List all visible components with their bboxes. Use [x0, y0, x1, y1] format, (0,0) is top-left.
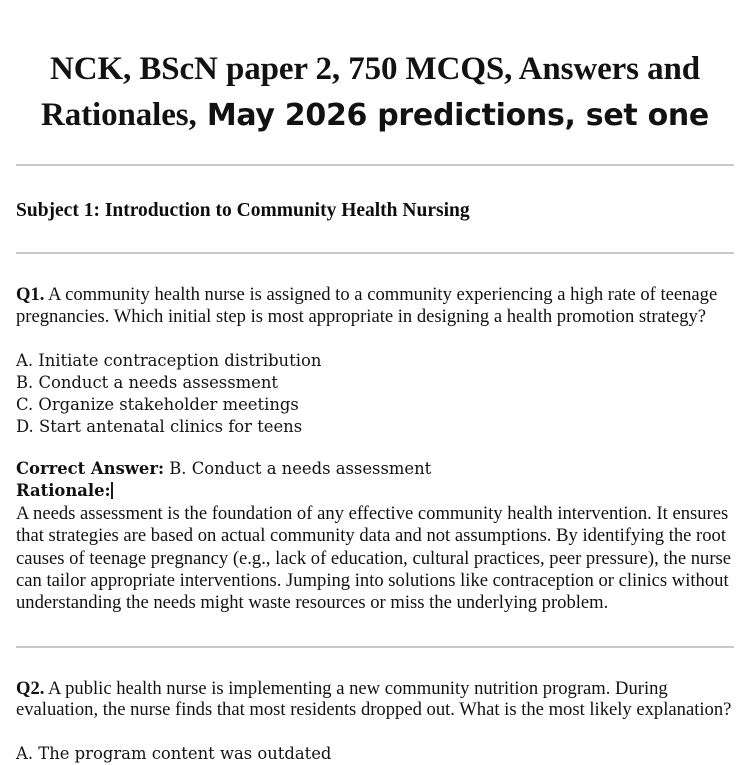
- options-list-q1: [16, 328, 734, 438]
- options-list-q2: [16, 721, 734, 765]
- page-title: [16, 0, 734, 138]
- option-item-q1-d[interactable]: D. Start antenatal clinics for teens: [16, 416, 303, 436]
- page-title-line-1: NCK, BScN paper 2, 750 MCQS, Answers and: [50, 51, 700, 87]
- question-stem-text-q1: A community health nurse is assigned to a community experiencing a high rate of teenage pregnancies. Which initial step is most appropriate in designing a health promotion strategy?: [16, 284, 718, 328]
- page-title-line-2-sans: May 2026 predictions, set one: [196, 97, 709, 133]
- correct-answer-value-q1: B. Conduct a needs assessment: [164, 459, 432, 479]
- question-block-q1: [16, 254, 734, 614]
- option-item-q1-a[interactable]: A. Initiate contraception distribution: [16, 350, 322, 370]
- question-stem-q2: [16, 648, 734, 722]
- question-stem-q1: [16, 254, 734, 328]
- rationale-label-line-q1[interactable]: [16, 480, 734, 502]
- question-number-q2: Q2.: [16, 677, 45, 699]
- question-stem-text-q2: A public health nurse is implementing a new community nutrition program. During evaluation, the nurse finds that most residents dropped out. What is the most likely explanation?: [16, 677, 732, 721]
- question-number-q1: Q1.: [16, 284, 45, 306]
- option-item-q1-c[interactable]: C. Organize stakeholder meetings: [16, 394, 299, 414]
- question-block-q2: [16, 648, 734, 765]
- rationale-text-q1: A needs assessment is the foundation of any effective community health intervention. It ensures that strategies are based on actual community data and not assumptions. By identifying the root causes of teenage pregnancy (e.g., lack of education, cultural practices, peer pressure), the nurse can tailor appropriate interventions. Jumping into solutions like contraception or clinics without understanding the needs might waste resources or miss the underlying problem.: [16, 502, 732, 614]
- page-title-line-2-serif: Rationales,: [41, 96, 197, 133]
- correct-answer-line-q1: [16, 437, 734, 480]
- option-item-q1-b[interactable]: B. Conduct a needs assessment: [16, 372, 279, 392]
- option-item-q2-a[interactable]: A. The program content was outdated: [16, 744, 332, 764]
- text-cursor-caret: [111, 482, 113, 499]
- subject-heading: Subject 1: Introduction to Community Health Nursing: [16, 200, 470, 222]
- rationale-label-q1: Rationale:: [16, 481, 111, 501]
- correct-answer-label-q1: Correct Answer:: [16, 459, 165, 479]
